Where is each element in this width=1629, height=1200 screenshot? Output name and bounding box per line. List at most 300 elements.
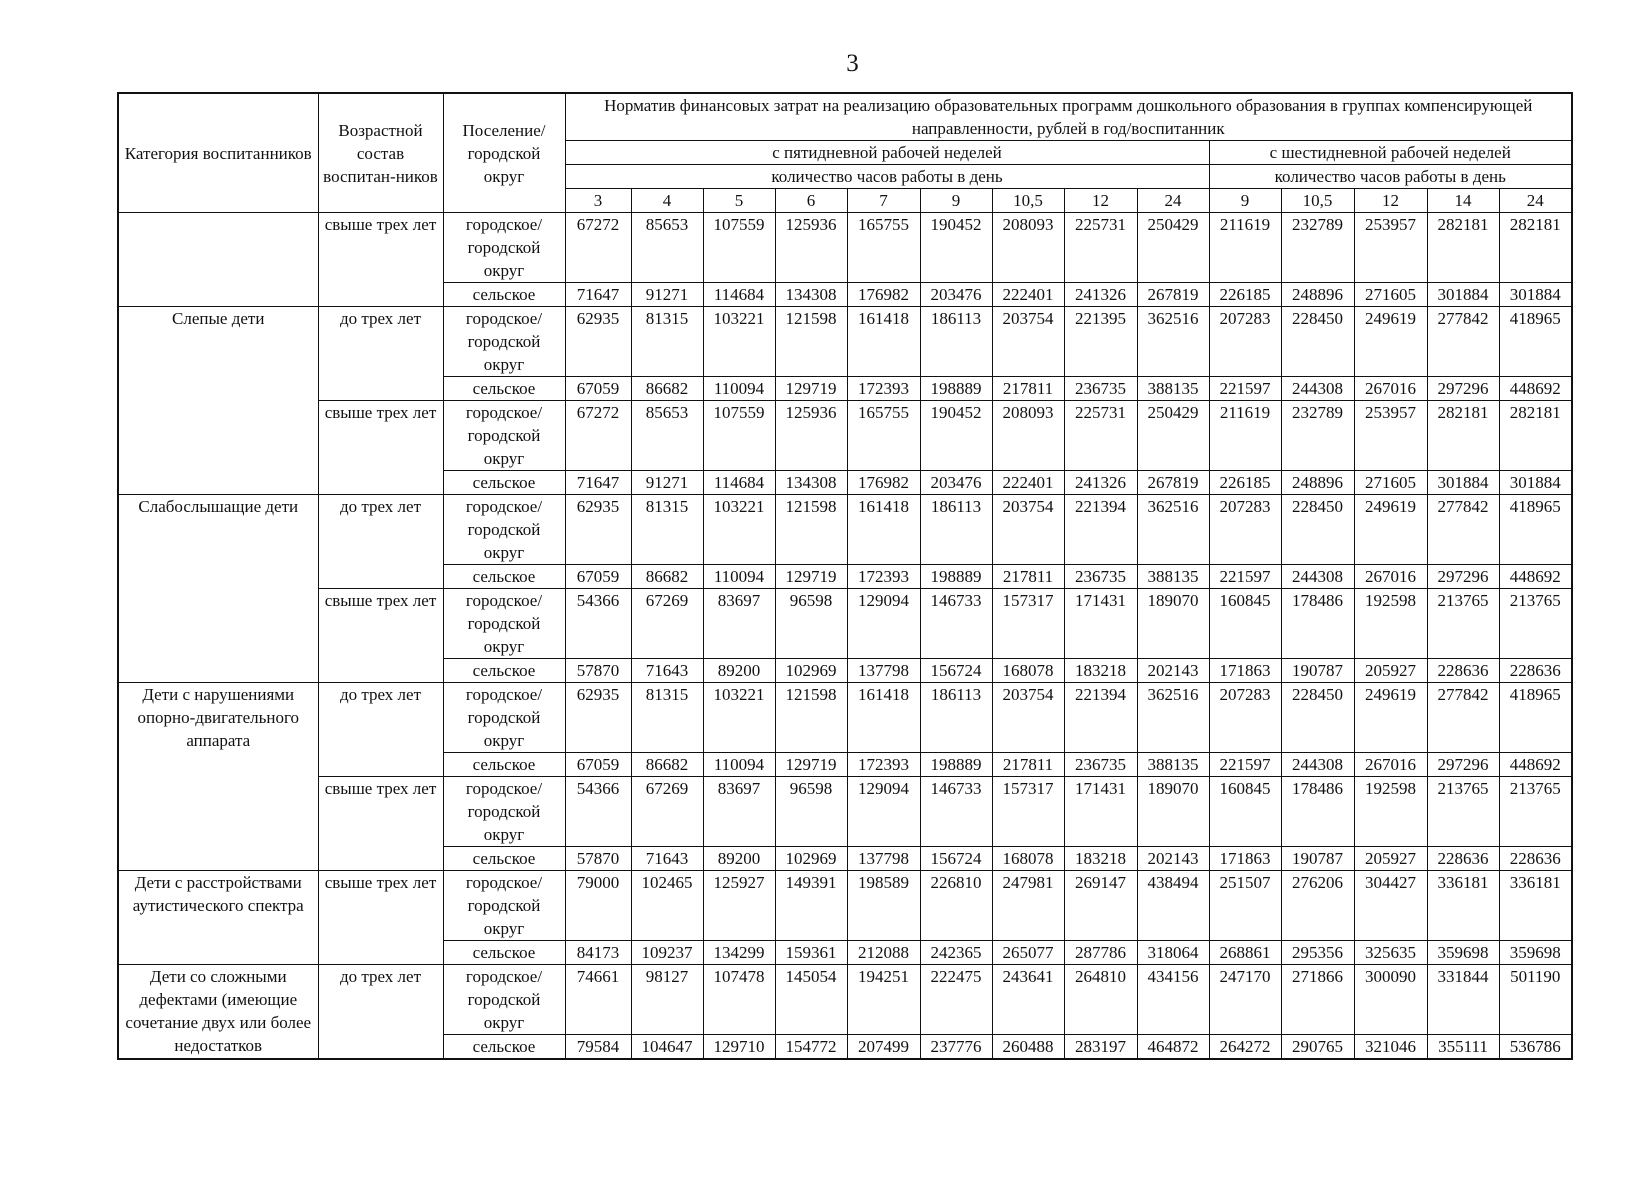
value-cell: 207283: [1209, 307, 1281, 377]
value-cell: 221394: [1064, 683, 1137, 753]
value-cell: 86682: [631, 565, 703, 589]
value-cell: 146733: [920, 777, 992, 847]
settlement-cell: сельское: [443, 283, 565, 307]
value-cell: 283197: [1064, 1035, 1137, 1060]
value-cell: 418965: [1499, 307, 1572, 377]
hour-six-day-1: 10,5: [1281, 189, 1354, 213]
value-cell: 134308: [775, 283, 847, 307]
value-cell: 232789: [1281, 213, 1354, 283]
value-cell: 81315: [631, 307, 703, 377]
value-cell: 211619: [1209, 213, 1281, 283]
hour-five-day-3: 6: [775, 189, 847, 213]
value-cell: 178486: [1281, 589, 1354, 659]
value-cell: 336181: [1427, 871, 1499, 941]
page-number: 3: [846, 50, 859, 77]
value-cell: 253957: [1354, 213, 1427, 283]
value-cell: 336181: [1499, 871, 1572, 941]
value-cell: 67269: [631, 777, 703, 847]
value-cell: 362516: [1137, 495, 1209, 565]
header-six-day: с шестидневной рабочей неделей: [1209, 141, 1572, 165]
value-cell: 267016: [1354, 377, 1427, 401]
value-cell: 244308: [1281, 753, 1354, 777]
value-cell: 297296: [1427, 565, 1499, 589]
value-cell: 157317: [992, 777, 1064, 847]
value-cell: 222475: [920, 965, 992, 1035]
value-cell: 264272: [1209, 1035, 1281, 1060]
value-cell: 156724: [920, 659, 992, 683]
value-cell: 125927: [703, 871, 775, 941]
value-cell: 249619: [1354, 683, 1427, 753]
value-cell: 203476: [920, 471, 992, 495]
table-row: [118, 589, 1572, 659]
value-cell: 183218: [1064, 659, 1137, 683]
value-cell: 277842: [1427, 307, 1499, 377]
value-cell: 244308: [1281, 377, 1354, 401]
settlement-cell: сельское: [443, 471, 565, 495]
value-cell: 300090: [1354, 965, 1427, 1035]
value-cell: 205927: [1354, 847, 1427, 871]
value-cell: 221597: [1209, 377, 1281, 401]
settlement-cell: городское/ городской округ: [443, 307, 565, 377]
table-row: [118, 683, 1572, 753]
value-cell: 198889: [920, 377, 992, 401]
value-cell: 247981: [992, 871, 1064, 941]
value-cell: 161418: [847, 683, 920, 753]
category-cell: [118, 213, 318, 307]
value-cell: 277842: [1427, 683, 1499, 753]
value-cell: 83697: [703, 589, 775, 659]
settlement-cell: городское/ городской округ: [443, 871, 565, 941]
settlement-cell: городское/ городской округ: [443, 683, 565, 753]
table-row: [118, 401, 1572, 471]
age-cell: до трех лет: [318, 683, 443, 777]
value-cell: 228636: [1499, 659, 1572, 683]
value-cell: 228636: [1499, 847, 1572, 871]
value-cell: 260488: [992, 1035, 1064, 1060]
hour-six-day-3: 14: [1427, 189, 1499, 213]
value-cell: 157317: [992, 589, 1064, 659]
value-cell: 89200: [703, 659, 775, 683]
table-row: [118, 965, 1572, 1035]
value-cell: 165755: [847, 401, 920, 471]
value-cell: 176982: [847, 283, 920, 307]
header-settlement: Поселение/ городской округ: [443, 93, 565, 213]
value-cell: 172393: [847, 565, 920, 589]
value-cell: 83697: [703, 777, 775, 847]
value-cell: 198589: [847, 871, 920, 941]
value-cell: 129094: [847, 777, 920, 847]
value-cell: 207499: [847, 1035, 920, 1060]
value-cell: 331844: [1427, 965, 1499, 1035]
value-cell: 67272: [565, 401, 631, 471]
value-cell: 146733: [920, 589, 992, 659]
table-row: [118, 495, 1572, 565]
settlement-cell: городское/ городской округ: [443, 965, 565, 1035]
value-cell: 232789: [1281, 401, 1354, 471]
value-cell: 102969: [775, 847, 847, 871]
value-cell: 250429: [1137, 401, 1209, 471]
value-cell: 301884: [1499, 471, 1572, 495]
value-cell: 81315: [631, 495, 703, 565]
header-age: Возрастной состав воспитан-ников: [318, 93, 443, 213]
value-cell: 208093: [992, 213, 1064, 283]
value-cell: 225731: [1064, 401, 1137, 471]
value-cell: 67059: [565, 377, 631, 401]
value-cell: 202143: [1137, 847, 1209, 871]
table-row: [118, 871, 1572, 941]
hour-five-day-1: 4: [631, 189, 703, 213]
value-cell: 86682: [631, 377, 703, 401]
value-cell: 86682: [631, 753, 703, 777]
value-cell: 134299: [703, 941, 775, 965]
value-cell: 241326: [1064, 283, 1137, 307]
value-cell: 129710: [703, 1035, 775, 1060]
value-cell: 236735: [1064, 565, 1137, 589]
value-cell: 221394: [1064, 495, 1137, 565]
value-cell: 282181: [1427, 213, 1499, 283]
value-cell: 57870: [565, 847, 631, 871]
value-cell: 290765: [1281, 1035, 1354, 1060]
value-cell: 276206: [1281, 871, 1354, 941]
value-cell: 212088: [847, 941, 920, 965]
value-cell: 54366: [565, 777, 631, 847]
value-cell: 228450: [1281, 683, 1354, 753]
value-cell: 228450: [1281, 307, 1354, 377]
header-hours-label-six: количество часов работы в день: [1209, 165, 1572, 189]
value-cell: 226185: [1209, 283, 1281, 307]
value-cell: 464872: [1137, 1035, 1209, 1060]
value-cell: 194251: [847, 965, 920, 1035]
category-cell: Слепые дети: [118, 307, 318, 495]
value-cell: 62935: [565, 495, 631, 565]
value-cell: 202143: [1137, 659, 1209, 683]
value-cell: 236735: [1064, 377, 1137, 401]
value-cell: 129719: [775, 377, 847, 401]
value-cell: 301884: [1499, 283, 1572, 307]
value-cell: 304427: [1354, 871, 1427, 941]
value-cell: 207283: [1209, 495, 1281, 565]
value-cell: 242365: [920, 941, 992, 965]
hour-six-day-2: 12: [1354, 189, 1427, 213]
settlement-cell: городское/ городской округ: [443, 213, 565, 283]
value-cell: 213765: [1499, 777, 1572, 847]
value-cell: 237776: [920, 1035, 992, 1060]
value-cell: 264810: [1064, 965, 1137, 1035]
value-cell: 161418: [847, 307, 920, 377]
value-cell: 103221: [703, 683, 775, 753]
value-cell: 208093: [992, 401, 1064, 471]
value-cell: 217811: [992, 753, 1064, 777]
value-cell: 85653: [631, 401, 703, 471]
value-cell: 271605: [1354, 283, 1427, 307]
value-cell: 91271: [631, 471, 703, 495]
table-body: [118, 213, 1572, 1060]
hour-five-day-4: 7: [847, 189, 920, 213]
value-cell: 228636: [1427, 659, 1499, 683]
value-cell: 244308: [1281, 565, 1354, 589]
value-cell: 168078: [992, 847, 1064, 871]
value-cell: 102465: [631, 871, 703, 941]
value-cell: 388135: [1137, 377, 1209, 401]
value-cell: 448692: [1499, 565, 1572, 589]
settlement-cell: городское/ городской округ: [443, 495, 565, 565]
value-cell: 186113: [920, 495, 992, 565]
value-cell: 277842: [1427, 495, 1499, 565]
value-cell: 67059: [565, 753, 631, 777]
settlement-cell: сельское: [443, 659, 565, 683]
value-cell: 81315: [631, 683, 703, 753]
value-cell: 121598: [775, 495, 847, 565]
table-row: [118, 213, 1572, 283]
value-cell: 198889: [920, 753, 992, 777]
settlement-cell: сельское: [443, 565, 565, 589]
value-cell: 249619: [1354, 307, 1427, 377]
value-cell: 448692: [1499, 753, 1572, 777]
settlement-cell: городское/ городской округ: [443, 401, 565, 471]
value-cell: 54366: [565, 589, 631, 659]
value-cell: 265077: [992, 941, 1064, 965]
value-cell: 221597: [1209, 565, 1281, 589]
value-cell: 102969: [775, 659, 847, 683]
value-cell: 79584: [565, 1035, 631, 1060]
value-cell: 57870: [565, 659, 631, 683]
value-cell: 388135: [1137, 753, 1209, 777]
value-cell: 207283: [1209, 683, 1281, 753]
value-cell: 129719: [775, 565, 847, 589]
age-cell: свыше трех лет: [318, 871, 443, 965]
value-cell: 203754: [992, 683, 1064, 753]
value-cell: 362516: [1137, 307, 1209, 377]
value-cell: 222401: [992, 471, 1064, 495]
age-cell: до трех лет: [318, 495, 443, 589]
age-cell: свыше трех лет: [318, 589, 443, 683]
value-cell: 104647: [631, 1035, 703, 1060]
value-cell: 160845: [1209, 589, 1281, 659]
header-category: Категория воспитанников: [118, 93, 318, 213]
value-cell: 211619: [1209, 401, 1281, 471]
value-cell: 91271: [631, 283, 703, 307]
value-cell: 168078: [992, 659, 1064, 683]
hour-five-day-0: 3: [565, 189, 631, 213]
value-cell: 226185: [1209, 471, 1281, 495]
value-cell: 129094: [847, 589, 920, 659]
value-cell: 71643: [631, 847, 703, 871]
value-cell: 67269: [631, 589, 703, 659]
value-cell: 110094: [703, 377, 775, 401]
value-cell: 192598: [1354, 589, 1427, 659]
value-cell: 282181: [1427, 401, 1499, 471]
value-cell: 125936: [775, 213, 847, 283]
value-cell: 269147: [1064, 871, 1137, 941]
value-cell: 79000: [565, 871, 631, 941]
age-cell: свыше трех лет: [318, 213, 443, 307]
hour-five-day-6: 10,5: [992, 189, 1064, 213]
value-cell: 160845: [1209, 777, 1281, 847]
value-cell: 159361: [775, 941, 847, 965]
value-cell: 84173: [565, 941, 631, 965]
value-cell: 228450: [1281, 495, 1354, 565]
hour-five-day-8: 24: [1137, 189, 1209, 213]
value-cell: 248896: [1281, 471, 1354, 495]
value-cell: 103221: [703, 307, 775, 377]
value-cell: 222401: [992, 283, 1064, 307]
value-cell: 145054: [775, 965, 847, 1035]
value-cell: 190787: [1281, 847, 1354, 871]
value-cell: 301884: [1427, 471, 1499, 495]
value-cell: 129719: [775, 753, 847, 777]
value-cell: 107559: [703, 401, 775, 471]
value-cell: 154772: [775, 1035, 847, 1060]
value-cell: 125936: [775, 401, 847, 471]
table-row: [118, 307, 1572, 377]
value-cell: 110094: [703, 565, 775, 589]
settlement-cell: сельское: [443, 753, 565, 777]
value-cell: 149391: [775, 871, 847, 941]
settlement-cell: городское/ городской округ: [443, 589, 565, 659]
value-cell: 121598: [775, 683, 847, 753]
value-cell: 183218: [1064, 847, 1137, 871]
category-cell: Дети с нарушениями опорно-двигательного аппарата: [118, 683, 318, 871]
value-cell: 103221: [703, 495, 775, 565]
value-cell: 251507: [1209, 871, 1281, 941]
value-cell: 271866: [1281, 965, 1354, 1035]
value-cell: 359698: [1499, 941, 1572, 965]
value-cell: 189070: [1137, 777, 1209, 847]
norm-table: [117, 92, 1573, 1060]
value-cell: 217811: [992, 565, 1064, 589]
value-cell: 226810: [920, 871, 992, 941]
value-cell: 434156: [1137, 965, 1209, 1035]
header-norm-title: Норматив финансовых затрат на реализацию образовательных программ дошкольного образования в группах компенсирующей направленности, рублей в год/воспитанник: [565, 93, 1572, 141]
value-cell: 228636: [1427, 847, 1499, 871]
header-five-day: с пятидневной рабочей неделей: [565, 141, 1209, 165]
value-cell: 137798: [847, 659, 920, 683]
settlement-cell: сельское: [443, 1035, 565, 1060]
value-cell: 282181: [1499, 401, 1572, 471]
value-cell: 253957: [1354, 401, 1427, 471]
value-cell: 114684: [703, 283, 775, 307]
value-cell: 165755: [847, 213, 920, 283]
value-cell: 221597: [1209, 753, 1281, 777]
value-cell: 171863: [1209, 659, 1281, 683]
hour-five-day-5: 9: [920, 189, 992, 213]
value-cell: 250429: [1137, 213, 1209, 283]
value-cell: 96598: [775, 589, 847, 659]
value-cell: 109237: [631, 941, 703, 965]
value-cell: 114684: [703, 471, 775, 495]
value-cell: 271605: [1354, 471, 1427, 495]
value-cell: 190452: [920, 213, 992, 283]
value-cell: 134308: [775, 471, 847, 495]
value-cell: 67059: [565, 565, 631, 589]
value-cell: 67272: [565, 213, 631, 283]
age-cell: свыше трех лет: [318, 777, 443, 871]
value-cell: 203754: [992, 495, 1064, 565]
value-cell: 362516: [1137, 683, 1209, 753]
value-cell: 236735: [1064, 753, 1137, 777]
value-cell: 178486: [1281, 777, 1354, 847]
value-cell: 243641: [992, 965, 1064, 1035]
value-cell: 225731: [1064, 213, 1137, 283]
value-cell: 172393: [847, 377, 920, 401]
value-cell: 418965: [1499, 495, 1572, 565]
hour-five-day-7: 12: [1064, 189, 1137, 213]
hour-six-day-4: 24: [1499, 189, 1572, 213]
value-cell: 301884: [1427, 283, 1499, 307]
value-cell: 297296: [1427, 753, 1499, 777]
value-cell: 156724: [920, 847, 992, 871]
value-cell: 98127: [631, 965, 703, 1035]
value-cell: 321046: [1354, 1035, 1427, 1060]
value-cell: 388135: [1137, 565, 1209, 589]
value-cell: 74661: [565, 965, 631, 1035]
value-cell: 248896: [1281, 283, 1354, 307]
value-cell: 267016: [1354, 753, 1427, 777]
value-cell: 221395: [1064, 307, 1137, 377]
value-cell: 171431: [1064, 777, 1137, 847]
value-cell: 295356: [1281, 941, 1354, 965]
value-cell: 418965: [1499, 683, 1572, 753]
value-cell: 501190: [1499, 965, 1572, 1035]
value-cell: 536786: [1499, 1035, 1572, 1060]
value-cell: 62935: [565, 307, 631, 377]
value-cell: 267016: [1354, 565, 1427, 589]
table-row: [118, 777, 1572, 847]
value-cell: 171863: [1209, 847, 1281, 871]
value-cell: 287786: [1064, 941, 1137, 965]
value-cell: 355111: [1427, 1035, 1499, 1060]
value-cell: 282181: [1499, 213, 1572, 283]
value-cell: 172393: [847, 753, 920, 777]
hour-five-day-2: 5: [703, 189, 775, 213]
settlement-cell: городское/ городской округ: [443, 777, 565, 847]
value-cell: 247170: [1209, 965, 1281, 1035]
value-cell: 96598: [775, 777, 847, 847]
value-cell: 71643: [631, 659, 703, 683]
value-cell: 71647: [565, 471, 631, 495]
value-cell: 198889: [920, 565, 992, 589]
category-cell: Дети со сложными дефектами (имеющие сочетание двух или более недостатков: [118, 965, 318, 1060]
value-cell: 213765: [1427, 589, 1499, 659]
value-cell: 110094: [703, 753, 775, 777]
value-cell: 62935: [565, 683, 631, 753]
value-cell: 448692: [1499, 377, 1572, 401]
value-cell: 213765: [1499, 589, 1572, 659]
settlement-cell: сельское: [443, 377, 565, 401]
value-cell: 190452: [920, 401, 992, 471]
value-cell: 171431: [1064, 589, 1137, 659]
value-cell: 89200: [703, 847, 775, 871]
age-cell: до трех лет: [318, 965, 443, 1060]
age-cell: свыше трех лет: [318, 401, 443, 495]
value-cell: 190787: [1281, 659, 1354, 683]
category-cell: Дети с расстройствами аутистического спектра: [118, 871, 318, 965]
value-cell: 121598: [775, 307, 847, 377]
value-cell: 107478: [703, 965, 775, 1035]
value-cell: 203754: [992, 307, 1064, 377]
value-cell: 267819: [1137, 471, 1209, 495]
value-cell: 186113: [920, 307, 992, 377]
value-cell: 318064: [1137, 941, 1209, 965]
settlement-cell: сельское: [443, 941, 565, 965]
value-cell: 161418: [847, 495, 920, 565]
value-cell: 213765: [1427, 777, 1499, 847]
value-cell: 359698: [1427, 941, 1499, 965]
hour-six-day-0: 9: [1209, 189, 1281, 213]
value-cell: 192598: [1354, 777, 1427, 847]
value-cell: 325635: [1354, 941, 1427, 965]
value-cell: 297296: [1427, 377, 1499, 401]
